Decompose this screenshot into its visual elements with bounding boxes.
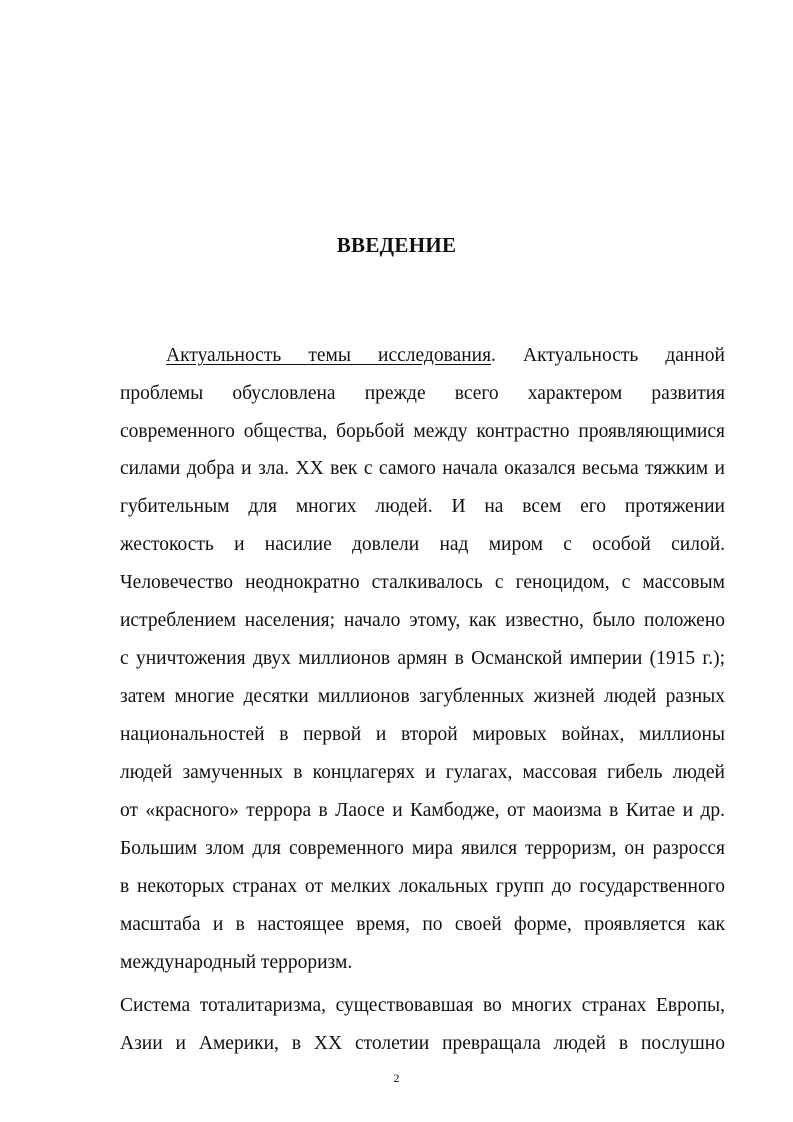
paragraph-line: от «красного» террора в Лаосе и Камбодже, от маоизма в Китае и др. (120, 800, 725, 821)
line-text: Актуальность данной (523, 345, 725, 366)
paragraph-line: силами добра и зла. XX век с самого начала оказался весьма тяжким и (120, 458, 725, 479)
paragraph-line (166, 343, 725, 369)
paragraph-line: Азии и Америки, в XX столетии превращала людей в послушно (120, 1033, 725, 1054)
paragraph-line: национальностей в первой и второй мировых войнах, миллионы (120, 724, 725, 745)
paragraph-line: затем многие десятки миллионов загубленных жизней людей разных (120, 686, 725, 707)
paragraph-line: проблемы обусловлена прежде всего характером развития (120, 383, 725, 404)
paragraph-line: истреблением населения; начало этому, как известно, было положено (120, 610, 725, 631)
paragraph-line: масштаба и в настоящее время, по своей форме, проявляется как (120, 914, 725, 935)
paragraph-line: Человечество неоднократно сталкивалось с геноцидом, с массовым (120, 572, 725, 593)
paragraph-line: современного общества, борьбой между контрастно проявляющимися (120, 421, 725, 442)
paragraph-line: в некоторых странах от мелких локальных групп до государственного (120, 876, 725, 897)
paragraph-line: губительным для многих людей. И на всем его протяжении (120, 496, 725, 517)
paragraph-line: международный терроризм. (120, 952, 353, 973)
page-title: ВВЕДЕНИЕ (336, 233, 457, 257)
paragraph-line: Большим злом для современного мира явился терроризм, он разросся (120, 838, 725, 859)
page-number: 2 (393, 1071, 400, 1085)
section-heading-period: . (491, 345, 496, 366)
paragraph-line: людей замученных в концлагерях и гулагах, массовая гибель людей (120, 762, 725, 783)
paragraph-line: с уничтожения двух миллионов армян в Османской империи (1915 г.); (120, 648, 725, 669)
paragraph-line: Система тоталитаризма, существовавшая во многих странах Европы, (120, 995, 725, 1016)
paragraph-line: жестокость и насилие довлели над миром с особой силой. (120, 534, 725, 555)
section-heading: Актуальность темы исследования (166, 345, 492, 366)
